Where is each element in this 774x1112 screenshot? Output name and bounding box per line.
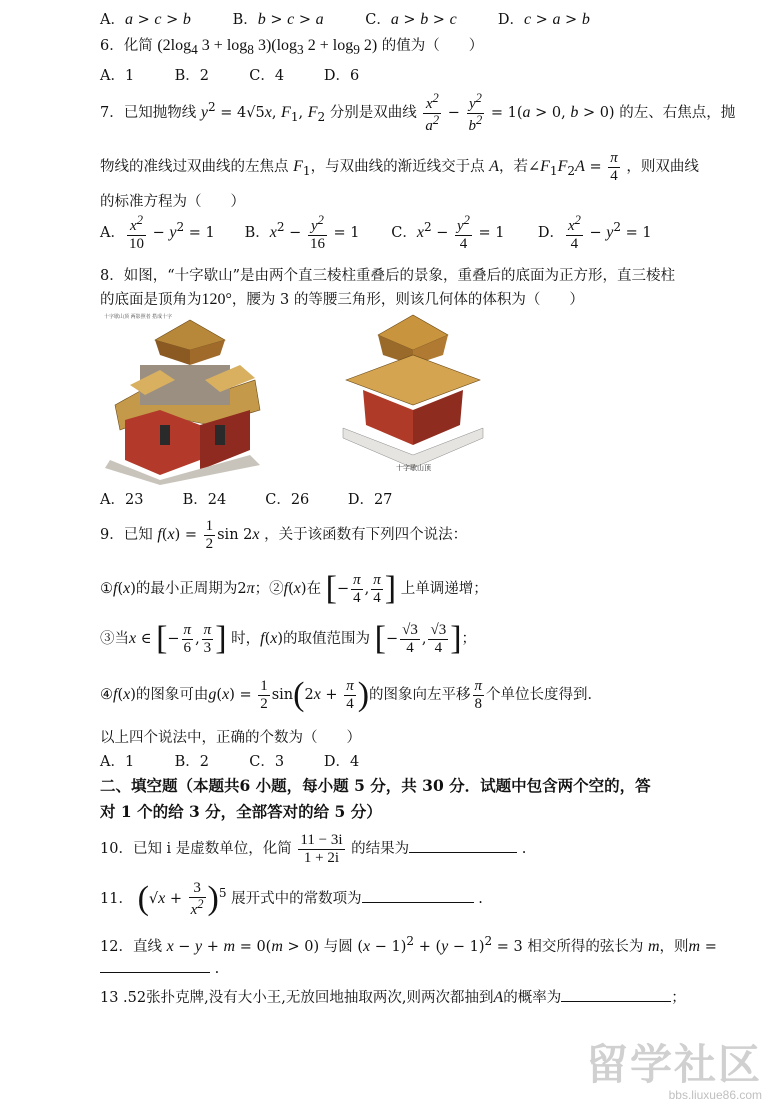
q8-options: A．23 B．24 C．26 D．27 [100,492,393,508]
q5-option-d: D． [497,12,524,28]
watermark-text: 留学社区 [585,1041,762,1088]
q5-option-c: C． [365,12,391,28]
question-9-s1: ①f(x)的最小正周期为2π；②f(x)在 [− $\frac{\pi}{4}$ , $\frac{\pi}{4}$ ] 上单调递增； [100,570,488,607]
q5-options: A．a > c > b B．b > c > a C．a > b > c D．c > a > b [100,11,590,28]
question-9-s3: ③当x ∈ [− $\frac{\pi}{6}$ , $\frac{\pi}{3}$ ] 时，f(x)的取值范围为 [− $\frac{√3}{4}$ , $\frac{√3}{4}$ ]； [100,620,477,657]
question-8-line2: 的底面是顶角为120°，腰为 3 的等腰三角形，则该几何体的体积为（ ） [100,291,584,308]
roof-cutaway-illustration [100,310,270,485]
watermark-logo [586,1032,762,1102]
watermark-url: bbs.liuxue86.com [668,1088,762,1102]
q13-answer-blank[interactable] [561,987,671,1002]
question-12-answer-line: . [100,958,219,977]
roof-model-illustration [338,310,488,475]
question-9-line1: 9．已知 f(x) = $\frac{1}{2}$ sin 2x ，关于该函数有下列四个说法： [100,518,468,552]
fig-caption: 十字歇山顶 [396,464,431,472]
question-11: 11． (√x + $\frac{3}{x^2}$ )$^5$ 展开式中的常数项为 . [100,880,483,918]
q6-options: A．1 B．2 C．4 D．6 [100,68,360,84]
question-7-line3: 的标准方程为（ ） [100,194,245,210]
question-8-line1: 8．如图，“十字歇山”是由两个直三棱柱重叠后的景象，重叠后的底面为正方形，直三棱柱 [100,268,676,284]
q5-option-b: B． [232,12,258,28]
q12-answer-blank[interactable] [100,958,210,973]
question-10: 10．已知 i 是虚数单位，化简 $\frac{11 - 3i}{1 + 2i}$ 的结果为 . [100,832,527,866]
question-7-line1: 7．已知抛物线 $y^2 = 4√5x$, $F_1$, $F_2$ 分别是双曲线 $\frac{x^2}{a^2}$ − $\frac{y^2}{b^2}$ = 1(a > 0, b > 0) 的左、右焦点，抛 [100,91,736,134]
q10-answer-blank[interactable] [409,838,517,853]
question-12: 12．直线 x − y + m = 0(m > 0) 与圆 $(x - 1)^2 + (y - 1)^2 = 3$ 相交所得的弦长为 m，则m = [100,934,717,955]
q7-options: A． $\frac{x^2}{10}$ − $y^2 = 1$ B．$x^2$ − $\frac{y^2}{16}$ = 1 C．$x^2$ − $\frac{y^2}{4}$ = 1 D． $\frac{x^2}{4}$ − $y^2 = 1$ [100,213,652,252]
question-7-line2: 物线的准线过双曲线的左焦点 $F_1$，与双曲线的渐近线交于点 A，若$\angle F_1F_2A$ = $\frac{\pi}{4}$ ，则双曲线 [100,150,699,184]
question-6: 6．化简 ($2\log_4$ $3 + \log_8 3)(\log_3$ $2 + \log_9 2$) 的值为（ ） [100,37,484,58]
section-2-heading-line2: 对 1 个的给 3 分，全部答对的给 5 分） [100,802,382,821]
question-13: 13 .52张扑克牌,没有大小王,无放回地抽取两次,则两次都抽到A的概率为 ； [100,989,686,1006]
q11-answer-blank[interactable] [362,888,474,903]
section-2-heading-line1: 二、填空题（本题共6 小题，每小题 5 分，共 30 分．试题中包含两个空的，答 [100,776,651,795]
fig-label-left: 十字歇山顶 两影照者 搭成十字 [104,314,173,320]
question-9-ask: 以上四个说法中，正确的个数为（ ） [100,730,361,746]
question-9-s4: ④f(x)的图象可由g(x) = $\frac{1}{2}$ sin(2x + $\frac{\pi}{4}$ )的图象向左平移 $\frac{\pi}{8}$ 个单位长度得到． [100,676,603,713]
q5-option-a: A． [100,12,125,28]
q9-options: A．1 B．2 C．3 D．4 [100,754,360,770]
